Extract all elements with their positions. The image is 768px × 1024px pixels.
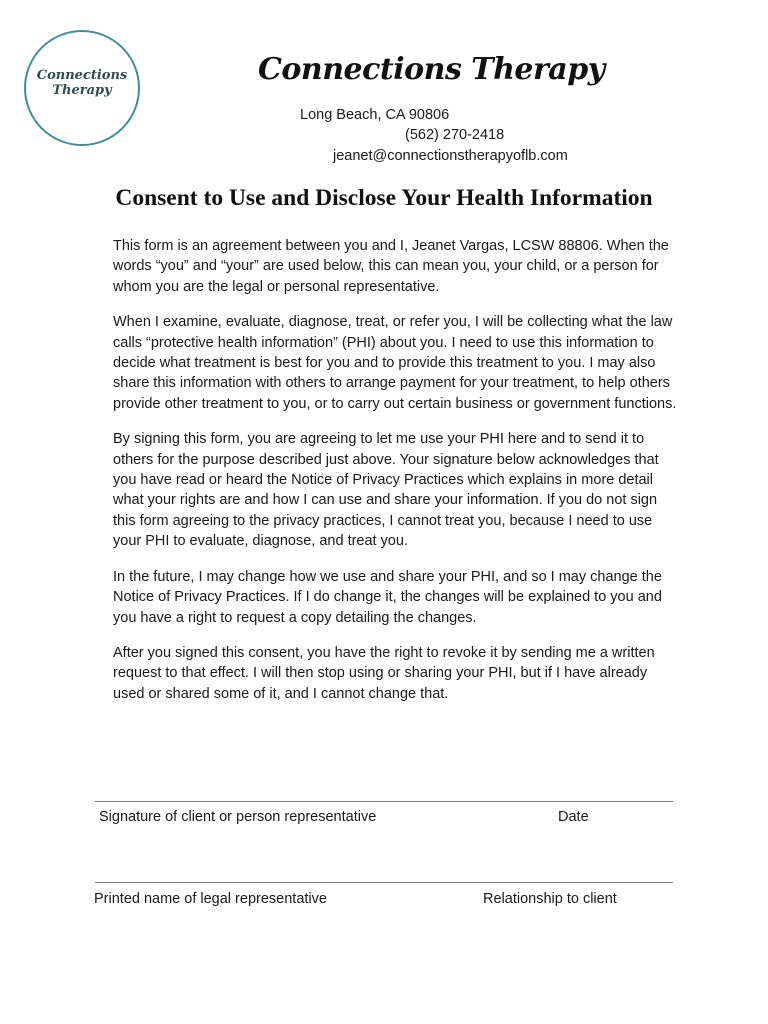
- logo-line-1: Connections: [36, 68, 128, 83]
- client-signature-label: Signature of client or person representative: [99, 809, 377, 825]
- phone: (562) 270-2418: [405, 127, 505, 143]
- relationship-label: Relationship to client: [483, 891, 617, 907]
- logo-line-2: Therapy: [52, 83, 112, 98]
- logo: [24, 30, 140, 146]
- logo-text: [26, 68, 138, 98]
- consent-body: [113, 236, 679, 719]
- paragraph-phi-collection: When I examine, evaluate, diagnose, treat, or refer you, I will be collecting what the law calls “protective health information” (PHI) about you. I need to use this information to decide what treatment is best for you and to provide this treatment to you. I may also share this information with others to arrange payment for your treatment, to help others provide other treatment to you, or to carry out certain business or government functions.: [113, 314, 677, 412]
- email: jeanet@connectionstherapyoflb.com: [333, 148, 568, 164]
- document-title: Consent to Use and Disclose Your Health Information: [115, 185, 653, 211]
- paragraph-signing: By signing this form, you are agreeing to let me use your PHI here and to send it to others for the purpose described just above. Your signature below acknowledges that you have read or heard the Notice of Privacy Practices which explains in more detail what your rights are and how I can use and share your information. If you do not sign this form agreeing to the privacy practices, I cannot treat you, because I need to use your PHI to evaluate, diagnose, and treat you.: [113, 431, 659, 550]
- paragraph-revoke: After you signed this consent, you have the right to revoke it by sending me a written request to that effect. I will then stop using or sharing your PHI, but if I have already used or shared some of it, and I cannot change that.: [113, 644, 655, 702]
- paragraph-agreement: This form is an agreement between you and I, Jeanet Vargas, LCSW 88806. When the words “you” and “your” are used below, this can mean you, your child, or a person for whom you are the legal or personal representative.: [113, 238, 669, 295]
- paragraph-future-changes: In the future, I may change how we use and share your PHI, and so I may change the Notice of Privacy Practices. If I do change it, the changes will be explained to you and you have a right to request a copy detailing the changes.: [113, 568, 662, 626]
- address: Long Beach, CA 90806: [300, 107, 450, 123]
- printed-name-line[interactable]: [95, 882, 673, 883]
- client-signature-line[interactable]: [95, 801, 673, 802]
- printed-name-label: Printed name of legal representative: [94, 891, 327, 907]
- brand-name: Connections Therapy: [258, 52, 605, 87]
- date-label: Date: [558, 809, 589, 825]
